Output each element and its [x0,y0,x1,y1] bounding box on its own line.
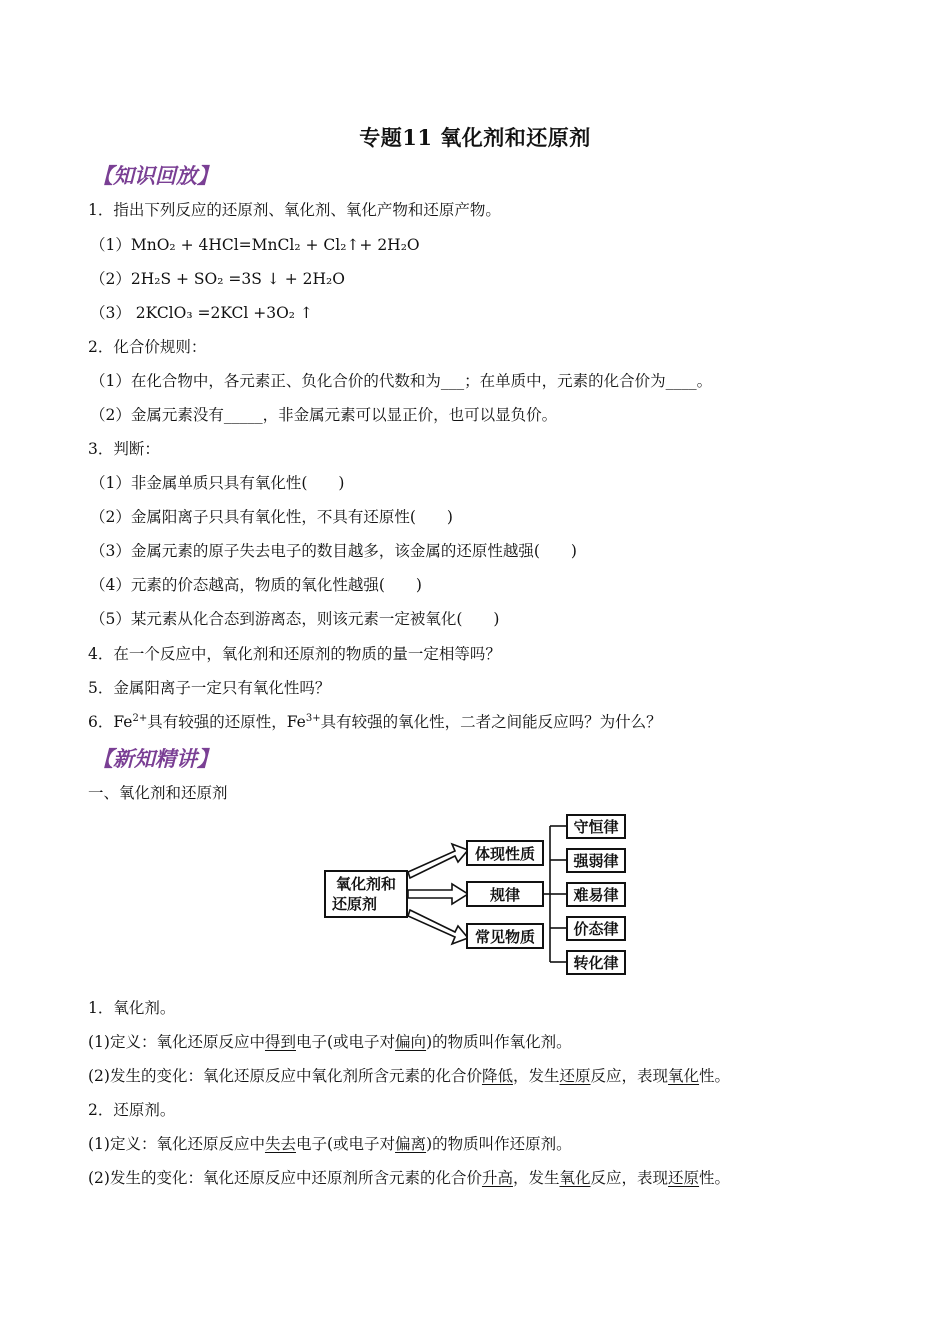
arrow-to-substances [408,910,468,944]
part-1-heading: 一、氧化剂和还原剂 [88,784,228,802]
reaction-2: （2）2H₂S + SO₂ =3S ↓ + 2H₂O [90,270,345,288]
box-substances: 常见物质 [466,923,544,949]
reductant-change [88,1168,730,1188]
rule-conversion: 转化律 [566,950,626,975]
question-3: 3．判断： [88,440,160,458]
rule-valence: 价态律 [566,916,626,941]
text: (2)发生的变化：氧化还原反应中氧化剂所含元素的化合价 [88,1067,482,1085]
root-box [324,870,408,918]
question-5: 5．金属阳离子一定只有氧化性吗？ [88,679,331,697]
text: ，发生 [512,1169,560,1187]
root-label-line1: 氧化剂和 [335,875,396,893]
reaction-1: （1）MnO₂ + 4HCl=MnCl₂ + Cl₂↑+ 2H₂O [90,236,420,254]
answer-underlined: 失去 [264,1135,296,1153]
text: )的物质叫作还原剂。 [426,1135,572,1153]
question-2: 2．化合价规则： [88,338,207,356]
answer-underlined: 氧化 [559,1169,591,1187]
answer-underlined: 还原 [668,1169,700,1187]
rule-strength: 强弱律 [566,848,626,873]
oxidant-definition [88,1032,572,1052]
text: (1)定义：氧化还原反应中 [88,1135,265,1153]
box-rules: 规律 [466,881,544,907]
oxidant-heading: 1．氧化剂。 [88,999,176,1017]
text: 反应，表现 [590,1169,669,1187]
root-label-line2: 还原剂 [332,895,378,913]
text: (1)定义：氧化还原反应中 [88,1033,265,1051]
text: 性。 [699,1169,731,1187]
answer-underlined: 得到 [264,1033,296,1051]
answer-underlined: 还原 [559,1067,591,1085]
judge-item: （1）非金属单质只具有氧化性( ) [90,474,345,492]
arrow-to-rules [408,884,468,904]
question-6-mid: 具有较强的还原性， [147,713,287,731]
judge-item: （5）某元素从化合态到游离态，则该元素一定被氧化( ) [90,610,500,628]
section-heading-review: 【知识回放】 [92,163,218,188]
reaction-3: （3） 2KClO₃ =2KCl +3O₂ ↑ [90,304,313,322]
concept-diagram [318,810,638,980]
text: 电子(或电子对 [295,1033,396,1051]
text: ，发生 [512,1067,560,1085]
judge-item: （3）金属元素的原子失去电子的数目越多，该金属的还原性越强( ) [90,542,577,560]
fe3-charge: 3+ [305,712,321,724]
judge-item: （2）金属阳离子只具有氧化性，不具有还原性( ) [90,508,453,526]
text: )的物质叫作氧化剂。 [426,1033,572,1051]
section-heading-new: 【新知精讲】 [92,746,218,771]
question-6 [88,712,662,732]
fe2-charge: 2+ [132,712,148,724]
text: 反应，表现 [590,1067,669,1085]
question-1: 1．指出下列反应的还原剂、氧化剂、氧化产物和还原产物。 [88,201,501,219]
fe2-symbol: Fe [113,713,133,731]
reductant-definition [88,1134,572,1154]
box-properties: 体现性质 [466,840,544,866]
text: 电子(或电子对 [295,1135,396,1153]
answer-underlined: 降低 [481,1067,513,1085]
text: (2)发生的变化：氧化还原反应中还原剂所含元素的化合价 [88,1169,482,1187]
oxidant-change [88,1066,730,1086]
fe3-symbol: Fe [286,713,306,731]
answer-underlined: 氧化 [668,1067,700,1085]
question-4: 4．在一个反应中，氧化剂和还原剂的物质的量一定相等吗？ [88,645,501,663]
reductant-heading: 2．还原剂。 [88,1101,176,1119]
text: 性。 [699,1067,731,1085]
question-2-b: （2）金属元素没有_____，非金属元素可以显正价，也可以显负价。 [90,406,558,424]
answer-underlined: 偏离 [395,1135,427,1153]
answer-underlined: 升高 [481,1169,513,1187]
judge-item: （4）元素的价态越高，物质的氧化性越强( ) [90,576,422,594]
question-6-end: 具有较强的氧化性，二者之间能反应吗？为什么？ [320,713,662,731]
question-2-a: （1）在化合物中，各元素正、负化合价的代数和为___；在单质中，元素的化合价为____。 [90,372,713,390]
answer-underlined: 偏向 [395,1033,427,1051]
arrow-to-properties [408,844,468,878]
question-6-num: 6． [88,713,114,731]
rule-order: 难易律 [566,882,626,907]
page-title: 专题11 氧化剂和还原剂 [359,125,591,150]
rule-conservation: 守恒律 [566,814,626,839]
